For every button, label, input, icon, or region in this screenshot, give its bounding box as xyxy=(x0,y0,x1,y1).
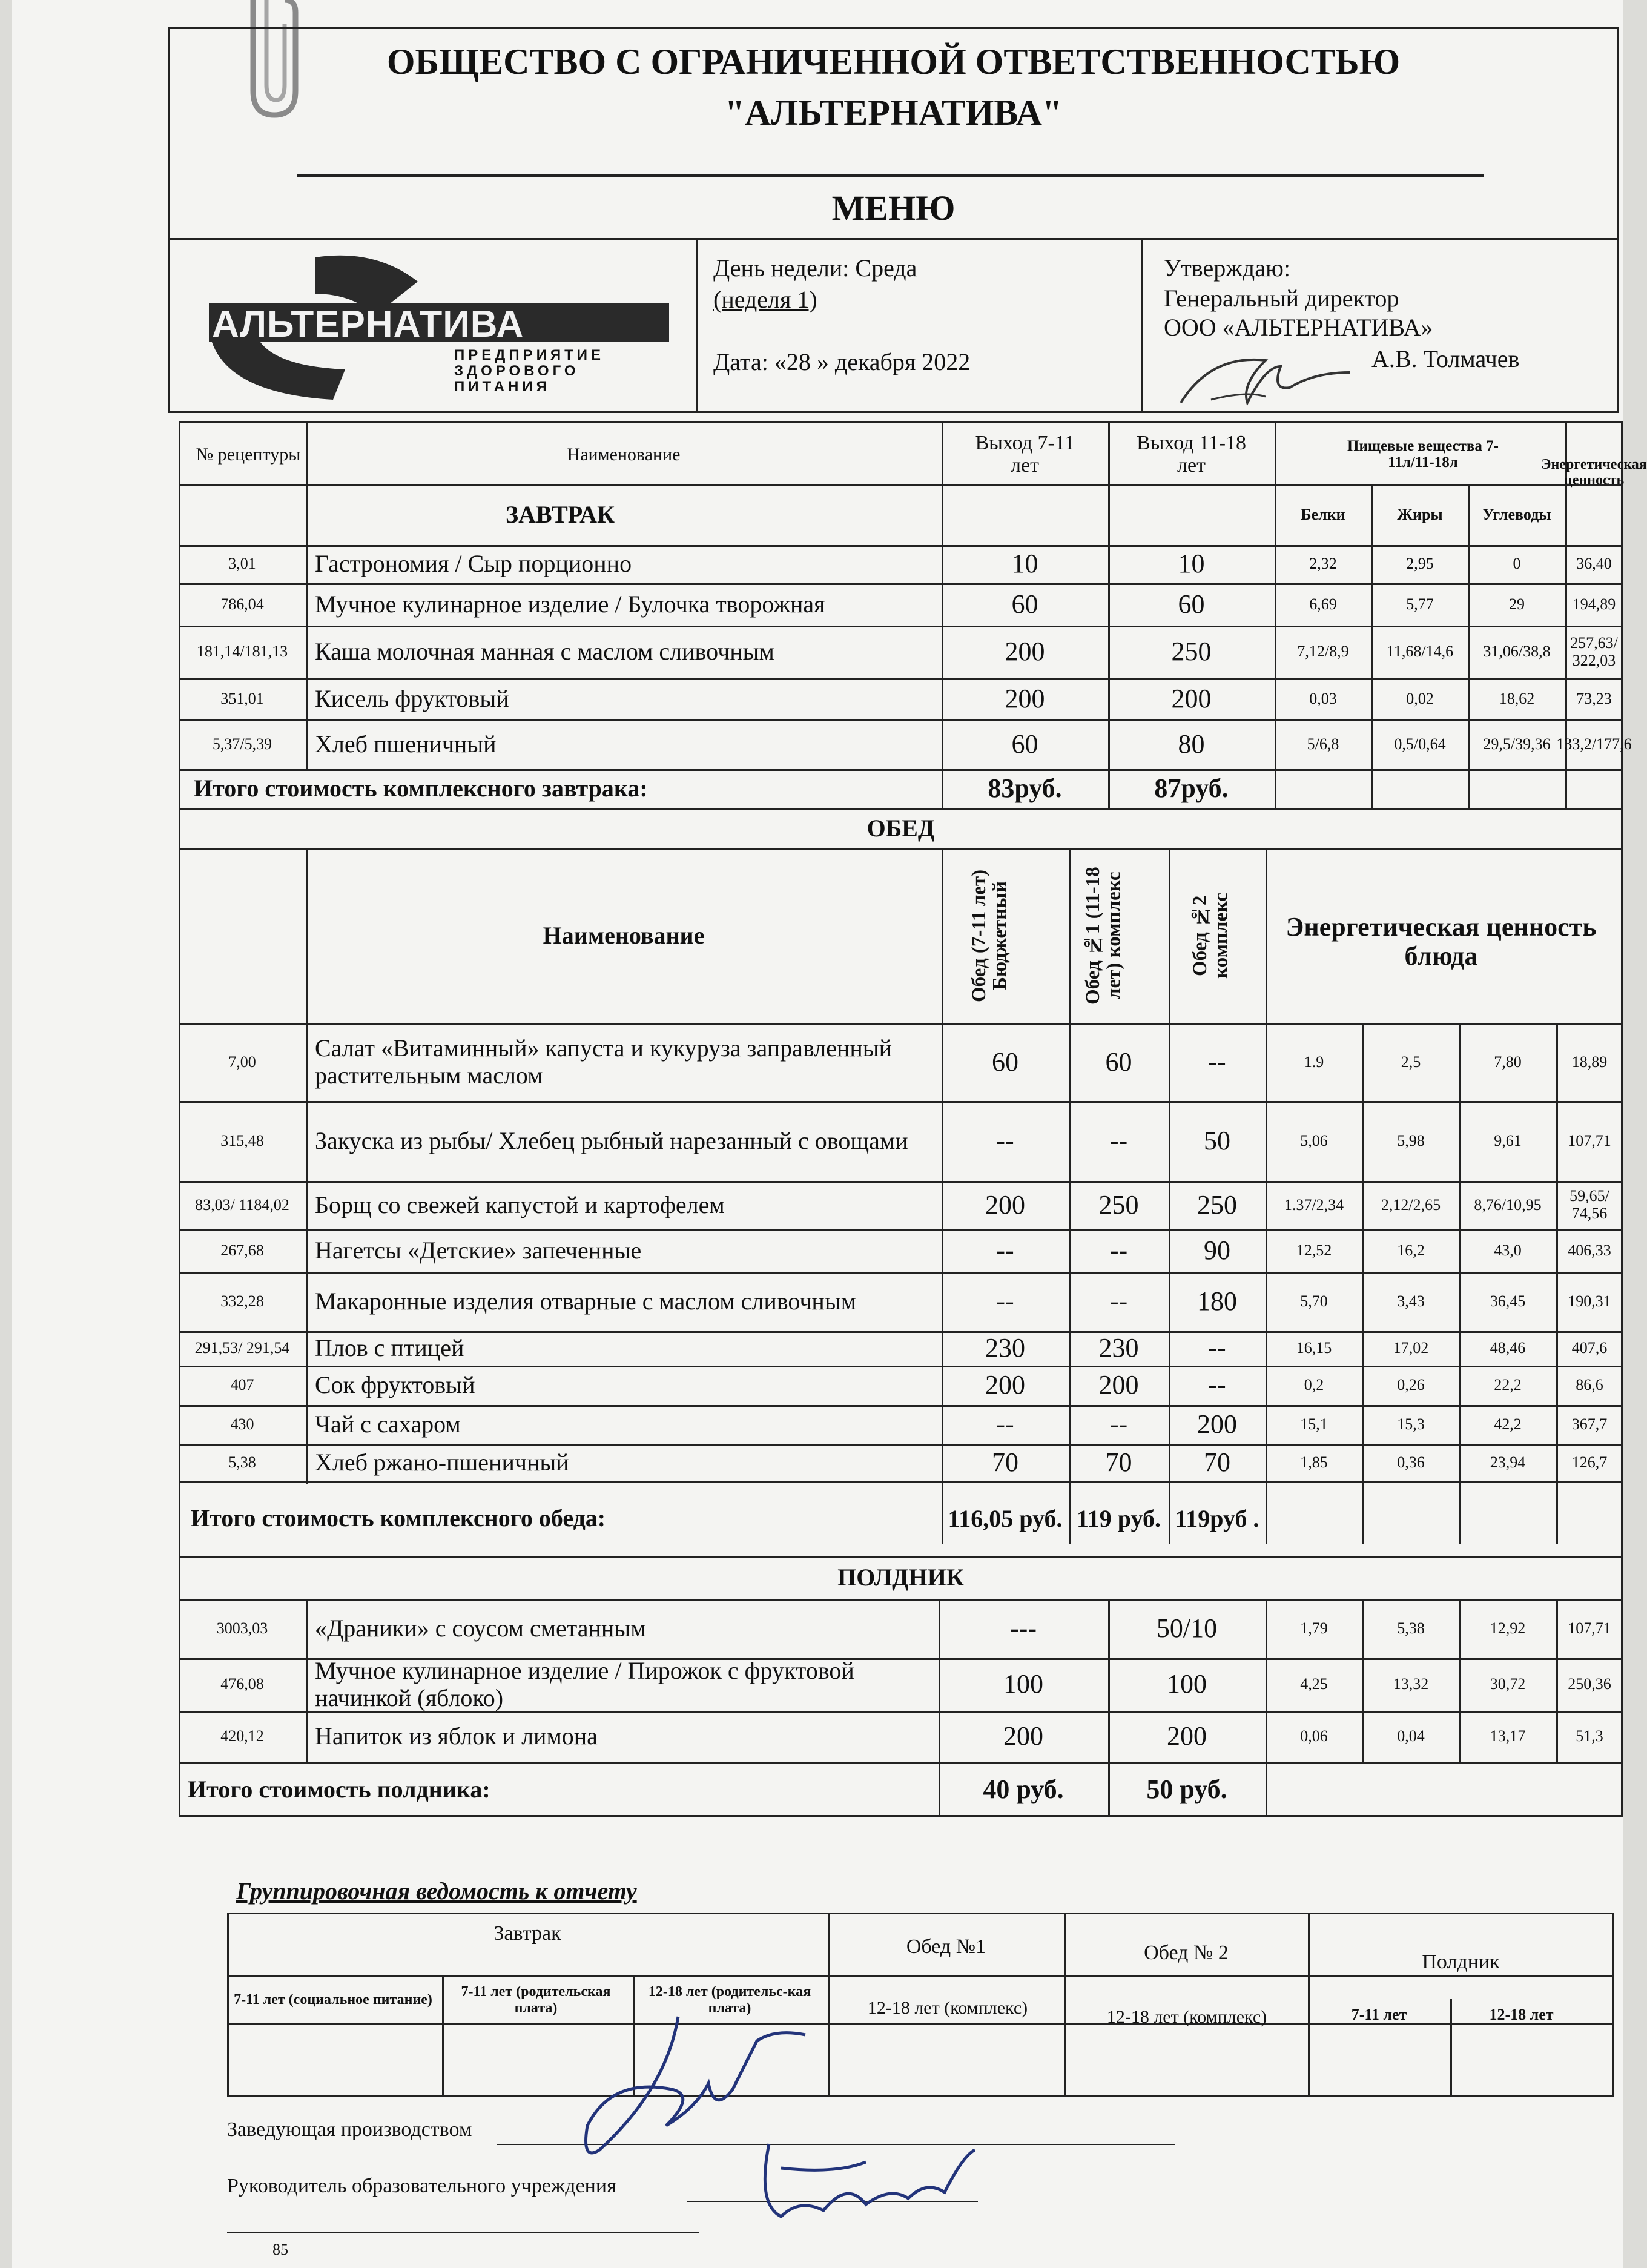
logo-subtitle-3: ПИТАНИЯ xyxy=(454,379,550,395)
snack-out-7-11: 100 xyxy=(1003,1669,1043,1699)
director-name: А.В. Толмачев xyxy=(1371,345,1520,372)
lunch-protein: 5,06 xyxy=(1300,1131,1328,1149)
breakfast-protein: 5/6,8 xyxy=(1307,735,1339,753)
snack-carbs: 13,17 xyxy=(1490,1727,1526,1745)
lunch-out-budget: -- xyxy=(996,1125,1014,1155)
organization-name: ООО «АЛЬТЕРНАТИВА» xyxy=(1164,314,1433,341)
lunch-energy: 126,7 xyxy=(1571,1453,1608,1471)
approve-label: Утверждаю: xyxy=(1164,254,1290,282)
lunch-out-complex-1: -- xyxy=(1109,1286,1128,1316)
lunch-out-complex-2: 180 xyxy=(1197,1286,1237,1316)
lunch-dish: Нагетсы «Детские» запеченные xyxy=(315,1236,642,1264)
lunch-energy: 107,71 xyxy=(1568,1131,1611,1149)
col-energy: Энергетическая ценность xyxy=(1541,456,1647,488)
breakfast-out-7-11: 60 xyxy=(1011,729,1038,759)
lunch-col-energy: Энергетическая ценность блюда xyxy=(1286,911,1597,971)
lunch-col-complex-1: Обед №1 (11-18 лет) комплекс xyxy=(1081,867,1125,1005)
col-carbs: Углеводы xyxy=(1482,505,1551,523)
breakfast-protein: 7,12/8,9 xyxy=(1297,643,1349,661)
lunch-dish: Салат «Витаминный» капуста и кукуруза заправленный растительным маслом xyxy=(315,1034,893,1089)
col-output-7-11: Выход 7-11 лет xyxy=(975,431,1075,477)
menu-title: МЕНЮ xyxy=(831,188,956,228)
logo-wordmark: АЛЬТЕРНАТИВА xyxy=(212,303,524,345)
lunch-out-budget: -- xyxy=(996,1409,1014,1440)
breakfast-fat: 2,95 xyxy=(1406,555,1434,573)
report-lunch-2: Обед № 2 xyxy=(1144,1942,1229,1965)
lunch-out-complex-2: -- xyxy=(1208,1333,1226,1363)
lunch-energy: 59,65/ 74,56 xyxy=(1569,1187,1609,1222)
breakfast-code: 351,01 xyxy=(220,689,264,707)
snack-fat: 13,32 xyxy=(1393,1675,1429,1693)
head-production-label: Заведующая производством xyxy=(227,2118,472,2141)
snack-code: 420,12 xyxy=(220,1727,264,1745)
breakfast-out-11-18: 10 xyxy=(1178,549,1205,579)
lunch-dish: Хлеб ржано-пшеничный xyxy=(315,1448,569,1476)
breakfast-out-7-11: 200 xyxy=(1005,636,1045,667)
lunch-out-complex-2: 200 xyxy=(1197,1409,1237,1440)
breakfast-carbs: 29 xyxy=(1509,595,1525,613)
company-name: ОБЩЕСТВО С ОГРАНИЧЕННОЙ ОТВЕТСТВЕННОСТЬЮ xyxy=(386,42,1401,82)
lunch-total-budget: 116,05 руб. xyxy=(948,1504,1063,1532)
lunch-out-complex-2: 90 xyxy=(1204,1235,1230,1265)
lunch-protein: 1.9 xyxy=(1304,1053,1324,1071)
lunch-dish: Чай с сахаром xyxy=(315,1410,461,1438)
lunch-out-budget: -- xyxy=(996,1235,1014,1265)
breakfast-energy: 133,2/177,6 xyxy=(1556,735,1632,753)
snack-carbs: 30,72 xyxy=(1490,1675,1526,1693)
snack-total-11-18: 50 руб. xyxy=(1146,1774,1227,1804)
lunch-out-complex-1: 60 xyxy=(1105,1046,1132,1077)
lunch-fat: 16,2 xyxy=(1397,1241,1425,1259)
snack-out-11-18: 200 xyxy=(1167,1721,1207,1751)
breakfast-out-7-11: 60 xyxy=(1011,589,1038,619)
col-fat: Жиры xyxy=(1397,505,1443,523)
breakfast-protein: 0,03 xyxy=(1309,689,1337,707)
snack-dish: Напиток из яблок и лимона xyxy=(315,1722,598,1750)
footnote-number: 85 xyxy=(272,2241,288,2258)
company-quoted-name: "АЛЬТЕРНАТИВА" xyxy=(724,93,1063,133)
lunch-fat: 3,43 xyxy=(1397,1292,1425,1310)
lunch-dish: Макаронные изделия отварные с маслом сливочным xyxy=(315,1287,857,1315)
lunch-out-budget: 200 xyxy=(985,1370,1025,1400)
menu-sheet xyxy=(12,0,1647,2268)
breakfast-energy: 73,23 xyxy=(1576,689,1612,707)
lunch-carbs: 42,2 xyxy=(1494,1415,1522,1433)
lunch-out-complex-1: -- xyxy=(1109,1125,1128,1155)
lunch-col-name: Наименование xyxy=(543,922,705,949)
lunch-total-complex-1: 119 руб. xyxy=(1077,1504,1161,1532)
lunch-fat: 15,3 xyxy=(1397,1415,1425,1433)
lunch-carbs: 23,94 xyxy=(1490,1453,1526,1471)
lunch-code: 430 xyxy=(230,1415,254,1433)
lunch-dish: Борщ со свежей капустой и картофелем xyxy=(315,1191,725,1218)
snack-carbs: 12,92 xyxy=(1490,1619,1526,1637)
breakfast-protein: 6,69 xyxy=(1309,595,1337,613)
snack-protein: 1,79 xyxy=(1300,1619,1328,1637)
breakfast-out-11-18: 60 xyxy=(1178,589,1205,619)
lunch-out-complex-2: 250 xyxy=(1197,1189,1237,1220)
lunch-fat: 2,5 xyxy=(1401,1053,1421,1071)
lunch-code: 332,28 xyxy=(220,1292,264,1310)
lunch-energy: 190,31 xyxy=(1568,1292,1611,1310)
lunch-total-label: Итого стоимость комплексного обеда: xyxy=(191,1504,606,1532)
breakfast-code: 3,01 xyxy=(228,555,256,573)
breakfast-code: 786,04 xyxy=(220,595,264,613)
breakfast-out-7-11: 200 xyxy=(1005,683,1045,713)
report-lunch-2-sub: 12-18 лет (комплекс) xyxy=(1106,2006,1267,2027)
lunch-out-budget: -- xyxy=(996,1286,1014,1316)
lunch-code: 407 xyxy=(230,1376,254,1394)
lunch-energy: 18,89 xyxy=(1571,1053,1608,1071)
snack-total-7-11: 40 руб. xyxy=(983,1774,1064,1804)
snack-title: ПОЛДНИК xyxy=(837,1564,964,1591)
lunch-out-complex-2: -- xyxy=(1208,1046,1226,1077)
breakfast-dish: Каша молочная манная с маслом сливочным xyxy=(315,638,774,666)
lunch-code: 315,48 xyxy=(220,1131,264,1149)
breakfast-total-7-11: 83руб. xyxy=(988,773,1062,804)
lunch-carbs: 36,45 xyxy=(1490,1292,1526,1310)
snack-out-11-18: 100 xyxy=(1167,1669,1207,1699)
breakfast-energy: 36,40 xyxy=(1576,555,1612,573)
lunch-out-complex-1: 70 xyxy=(1105,1447,1132,1477)
lunch-carbs: 22,2 xyxy=(1494,1376,1522,1394)
lunch-protein: 0,2 xyxy=(1304,1376,1324,1394)
lunch-out-complex-2: 50 xyxy=(1204,1125,1230,1155)
breakfast-protein: 2,32 xyxy=(1309,555,1337,573)
lunch-protein: 15,1 xyxy=(1300,1415,1328,1433)
breakfast-out-7-11: 10 xyxy=(1011,549,1038,579)
lunch-dish: Сок фруктовый xyxy=(315,1371,475,1399)
breakfast-energy: 194,89 xyxy=(1572,595,1616,613)
lunch-protein: 16,15 xyxy=(1296,1339,1332,1357)
col-output-11-18: Выход 11-18 лет xyxy=(1136,431,1247,477)
report-breakfast-social: 7-11 лет (социальное питание) xyxy=(234,1992,432,2008)
lunch-out-budget: 70 xyxy=(992,1447,1018,1477)
week-number: (неделя 1) xyxy=(713,286,817,313)
breakfast-fat: 5,77 xyxy=(1406,595,1434,613)
report-title: Группировочная ведомость к отчету xyxy=(236,1877,637,1905)
snack-out-11-18: 50/10 xyxy=(1156,1613,1218,1643)
col-protein: Белки xyxy=(1301,505,1345,523)
lunch-out-complex-1: 200 xyxy=(1098,1370,1139,1400)
company-logo xyxy=(194,245,684,406)
lunch-code: 83,03/ 1184,02 xyxy=(195,1195,289,1214)
snack-out-7-11: 200 xyxy=(1003,1721,1043,1751)
lunch-out-budget: 230 xyxy=(985,1333,1025,1363)
lunch-protein: 1,85 xyxy=(1300,1453,1328,1471)
breakfast-out-11-18: 250 xyxy=(1171,636,1212,667)
lunch-energy: 86,6 xyxy=(1576,1376,1603,1394)
lunch-code: 7,00 xyxy=(228,1053,256,1071)
lunch-dish: Плов с птицей xyxy=(315,1334,464,1362)
report-breakfast: Завтрак xyxy=(493,1922,561,1945)
snack-energy: 250,36 xyxy=(1568,1675,1611,1693)
school-head-signature xyxy=(745,2120,987,2235)
lunch-col-budget: Обед (7-11 лет) Бюджетный xyxy=(968,869,1011,1002)
breakfast-code: 181,14/181,13 xyxy=(196,643,288,661)
col-recipe-number: № рецептуры xyxy=(196,444,301,465)
day-of-week: День недели: Среда xyxy=(713,254,917,282)
snack-energy: 51,3 xyxy=(1576,1727,1603,1745)
breakfast-dish: Мучное кулинарное изделие / Булочка творожная xyxy=(315,590,825,618)
breakfast-fat: 11,68/14,6 xyxy=(1386,643,1454,661)
lunch-fat: 5,98 xyxy=(1397,1131,1425,1149)
report-breakfast-parent-12-18: 12-18 лет (родительс-кая плата) xyxy=(648,1984,811,2016)
snack-code: 3003,03 xyxy=(216,1619,268,1637)
breakfast-dish: Кисель фруктовый xyxy=(315,684,509,712)
snack-total-label: Итого стоимость полдника: xyxy=(188,1775,490,1803)
breakfast-fat: 0,02 xyxy=(1406,689,1434,707)
col-dish-name: Наименование xyxy=(567,444,681,465)
lunch-col-complex-2: Обед №2 комплекс xyxy=(1189,893,1232,979)
lunch-out-complex-2: 70 xyxy=(1204,1447,1230,1477)
lunch-carbs: 43,0 xyxy=(1494,1241,1522,1259)
lunch-carbs: 48,46 xyxy=(1490,1339,1526,1357)
report-snack-12-18: 12-18 лет xyxy=(1489,2006,1554,2024)
breakfast-total-label: Итого стоимость комплексного завтрака: xyxy=(194,775,648,802)
lunch-carbs: 8,76/10,95 xyxy=(1474,1195,1542,1214)
lunch-total-complex-2: 119руб . xyxy=(1175,1504,1259,1532)
lunch-fat: 0,36 xyxy=(1397,1453,1425,1471)
head-school-label: Руководитель образовательного учреждения xyxy=(227,2175,616,2197)
report-snack-7-11: 7-11 лет xyxy=(1351,2006,1407,2024)
report-breakfast-parent: 7-11 лет (родительская плата) xyxy=(461,1984,611,2016)
lunch-out-complex-1: -- xyxy=(1109,1409,1128,1440)
lunch-energy: 406,33 xyxy=(1568,1241,1611,1259)
logo-subtitle-2: ЗДОРОВОГО xyxy=(454,363,579,379)
snack-energy: 107,71 xyxy=(1568,1619,1611,1637)
breakfast-dish: Гастрономия / Сыр порционно xyxy=(315,550,632,578)
breakfast-fat: 0,5/0,64 xyxy=(1394,735,1446,753)
breakfast-dish: Хлеб пшеничный xyxy=(315,730,497,758)
snack-fat: 5,38 xyxy=(1397,1619,1425,1637)
lunch-out-complex-1: -- xyxy=(1109,1235,1128,1265)
breakfast-carbs: 31,06/38,8 xyxy=(1483,643,1551,661)
breakfast-energy: 257,63/ 322,03 xyxy=(1570,633,1618,669)
lunch-out-budget: 200 xyxy=(985,1189,1025,1220)
lunch-energy: 407,6 xyxy=(1571,1339,1608,1357)
breakfast-carbs: 18,62 xyxy=(1499,689,1535,707)
lunch-code: 291,53/ 291,54 xyxy=(194,1339,290,1357)
lunch-out-complex-1: 230 xyxy=(1098,1333,1139,1363)
lunch-fat: 0,26 xyxy=(1397,1376,1425,1394)
report-snack: Полдник xyxy=(1422,1951,1500,1974)
director-signature xyxy=(1175,330,1356,412)
lunch-out-budget: 60 xyxy=(992,1046,1018,1077)
lunch-carbs: 9,61 xyxy=(1494,1131,1522,1149)
lunch-out-complex-1: 250 xyxy=(1098,1189,1139,1220)
lunch-code: 267,68 xyxy=(220,1241,264,1259)
report-lunch-1-sub: 12-18 лет (комплекс) xyxy=(867,1997,1028,2018)
snack-fat: 0,04 xyxy=(1397,1727,1425,1745)
lunch-out-complex-2: -- xyxy=(1208,1370,1226,1400)
lunch-protein: 1.37/2,34 xyxy=(1284,1195,1344,1214)
lunch-carbs: 7,80 xyxy=(1494,1053,1522,1071)
breakfast-carbs: 0 xyxy=(1513,555,1521,573)
breakfast-out-11-18: 200 xyxy=(1171,683,1212,713)
snack-out-7-11: --- xyxy=(1010,1613,1037,1643)
lunch-fat: 17,02 xyxy=(1393,1339,1429,1357)
col-nutrients: Пищевые вещества 7-11л/11-18л xyxy=(1347,437,1499,471)
snack-dish: Мучное кулинарное изделие / Пирожок с фруктовой начинкой (яблоко) xyxy=(315,1656,854,1711)
breakfast-code: 5,37/5,39 xyxy=(212,735,272,753)
breakfast-total-11-18: 87руб. xyxy=(1154,773,1229,804)
snack-protein: 4,25 xyxy=(1300,1675,1328,1693)
breakfast-carbs: 29,5/39,36 xyxy=(1483,735,1551,753)
snack-code: 476,08 xyxy=(220,1675,264,1693)
report-lunch-1: Обед №1 xyxy=(906,1936,986,1959)
breakfast-title: ЗАВТРАК xyxy=(505,501,615,528)
lunch-code: 5,38 xyxy=(228,1453,256,1471)
lunch-title: ОБЕД xyxy=(866,814,935,842)
menu-date: Дата: «28 » декабря 2022 xyxy=(713,348,971,375)
breakfast-out-11-18: 80 xyxy=(1178,729,1205,759)
snack-dish: «Драники» с соусом сметанным xyxy=(315,1614,646,1642)
lunch-fat: 2,12/2,65 xyxy=(1381,1195,1441,1214)
lunch-dish: Закуска из рыбы/ Хлебец рыбный нарезанный с овощами xyxy=(315,1126,908,1154)
lunch-energy: 367,7 xyxy=(1571,1415,1608,1433)
lunch-protein: 5,70 xyxy=(1300,1292,1328,1310)
lunch-protein: 12,52 xyxy=(1296,1241,1332,1259)
snack-protein: 0,06 xyxy=(1300,1727,1328,1745)
logo-subtitle-1: ПРЕДПРИЯТИЕ xyxy=(454,347,605,363)
director-title: Генеральный директор xyxy=(1164,285,1399,312)
